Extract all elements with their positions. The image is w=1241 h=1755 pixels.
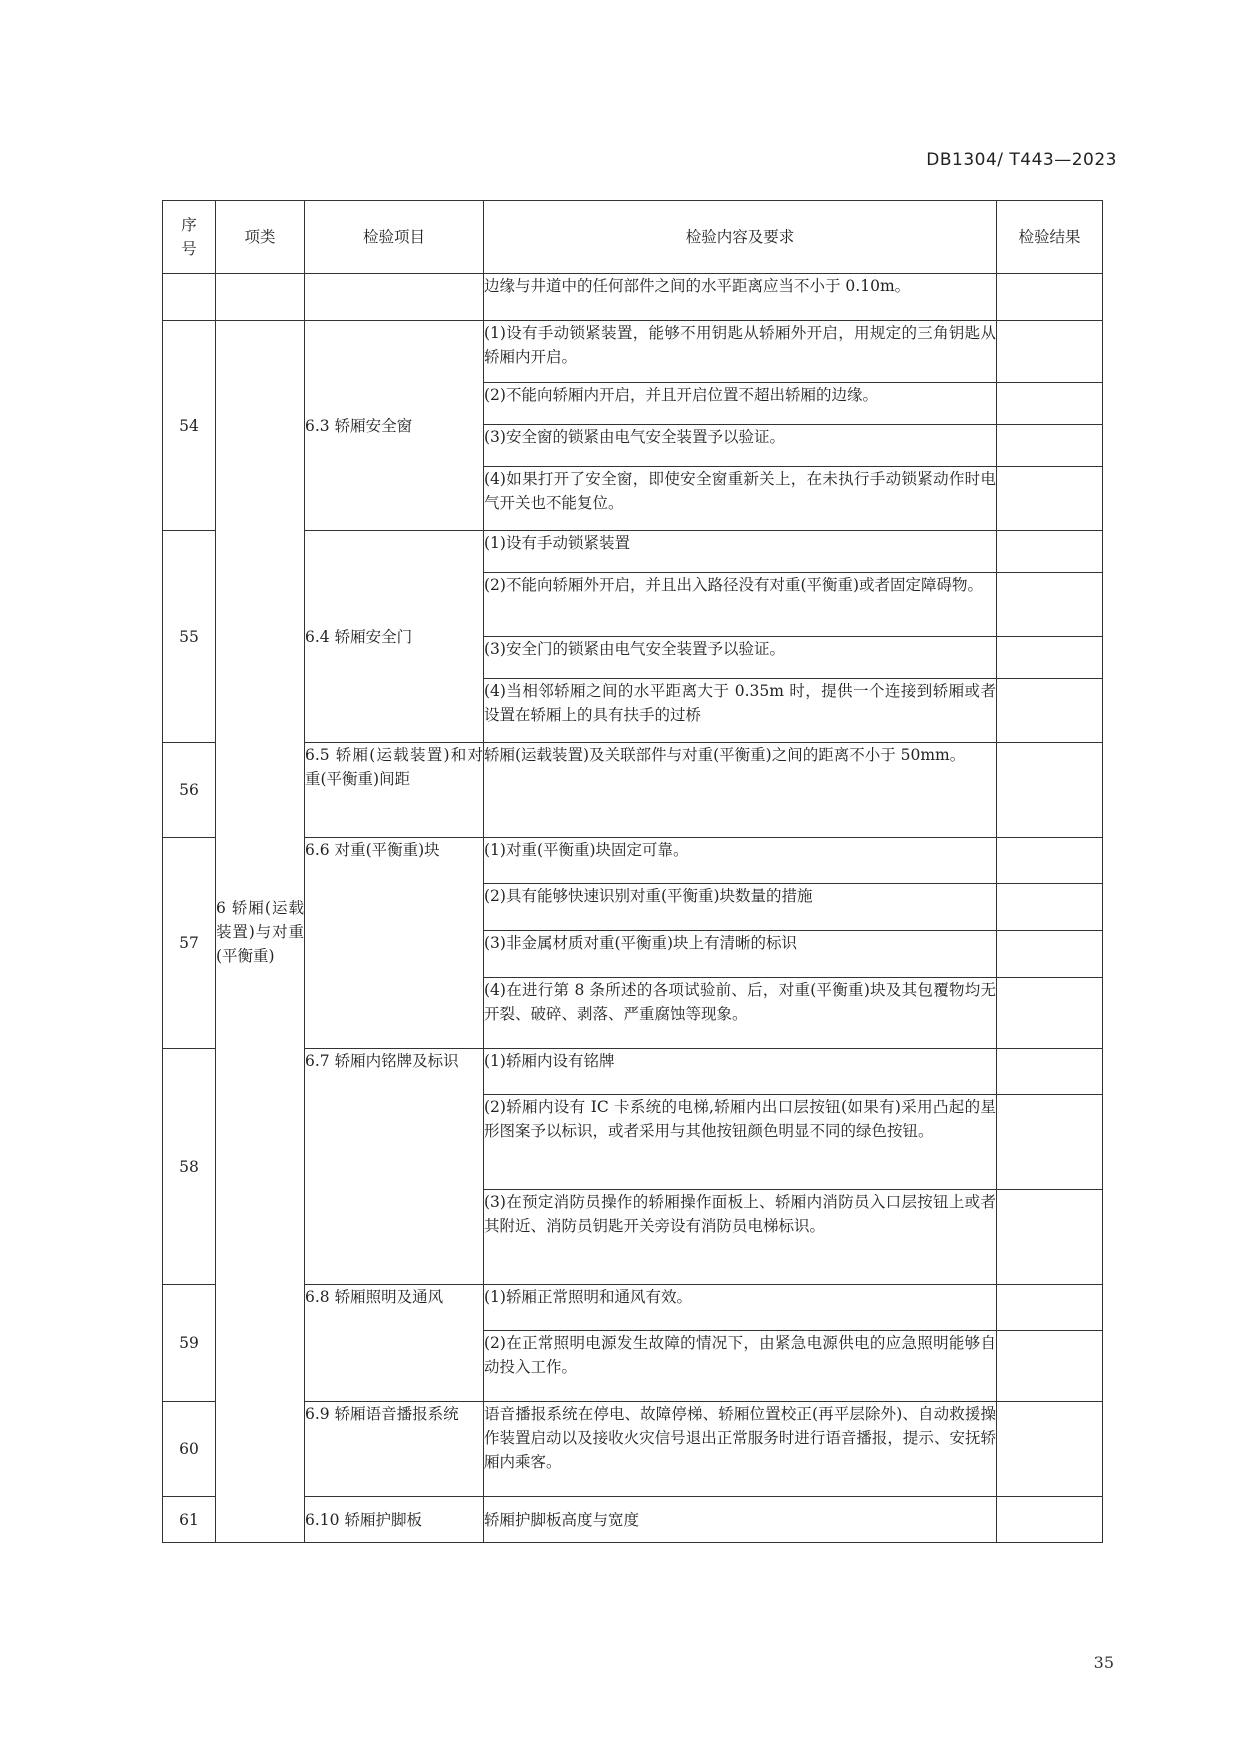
content-cell: 边缘与井道中的任何部件之间的水平距离应当不小于 0.10m。: [484, 274, 997, 321]
empty-cell: [216, 274, 305, 321]
content-cell: (2)不能向轿厢内开启，并且开启位置不超出轿厢的边缘。: [484, 383, 997, 425]
content-cell: 轿厢护脚板高度与宽度: [484, 1497, 997, 1543]
content-cell: (3)安全窗的锁紧由电气安全装置予以验证。: [484, 425, 997, 467]
row-number: 58: [163, 1049, 216, 1285]
item-cell: 6.9 轿厢语音播报系统: [305, 1402, 484, 1497]
content-cell: (1)设有手动锁紧装置，能够不用钥匙从轿厢外开启，用规定的三角钥匙从轿厢内开启。: [484, 321, 997, 383]
header-result: 检验结果: [997, 201, 1103, 274]
header-content: 检验内容及要求: [484, 201, 997, 274]
result-cell: [997, 467, 1103, 531]
table-row: [163, 321, 1103, 383]
item-cell: 6.6 对重(平衡重)块: [305, 838, 484, 1049]
result-cell: [997, 573, 1103, 637]
content-cell: (2)不能向轿厢外开启，并且出入路径没有对重(平衡重)或者固定障碍物。: [484, 573, 997, 637]
item-cell: 6.3 轿厢安全窗: [305, 321, 484, 531]
content-cell: (1)轿厢内设有铭牌: [484, 1049, 997, 1095]
content-cell: 轿厢(运载装置)及关联部件与对重(平衡重)之间的距离不小于 50mm。: [484, 743, 997, 838]
item-cell: 6.8 轿厢照明及通风: [305, 1285, 484, 1402]
result-cell: [997, 1497, 1103, 1543]
content-cell: (1)对重(平衡重)块固定可靠。: [484, 838, 997, 884]
content-cell: (1)轿厢正常照明和通风有效。: [484, 1285, 997, 1331]
result-cell: [997, 1331, 1103, 1402]
content-cell: (3)非金属材质对重(平衡重)块上有清晰的标识: [484, 931, 997, 978]
content-cell: (2)在正常照明电源发生故障的情况下，由紧急电源供电的应急照明能够自动投入工作。: [484, 1331, 997, 1402]
row-number: 60: [163, 1402, 216, 1497]
result-cell: [997, 931, 1103, 978]
row-number: 54: [163, 321, 216, 531]
content-cell: (3)在预定消防员操作的轿厢操作面板上、轿厢内消防员入口层按钮上或者其附近、消防员钥匙开关旁设有消防员电梯标识。: [484, 1190, 997, 1285]
result-cell: [997, 743, 1103, 838]
row-number: 61: [163, 1497, 216, 1543]
result-cell: [997, 425, 1103, 467]
result-cell: [997, 838, 1103, 884]
content-cell: (2)具有能够快速识别对重(平衡重)块数量的措施: [484, 884, 997, 931]
result-cell: [997, 637, 1103, 679]
row-number: 55: [163, 531, 216, 743]
table-row: [163, 274, 1103, 321]
result-cell: [997, 679, 1103, 743]
result-cell: [997, 383, 1103, 425]
header-category: 项类: [216, 201, 305, 274]
category-cell: 6 轿厢(运载装置)与对重(平衡重): [216, 321, 305, 1543]
result-cell: [997, 1285, 1103, 1331]
header-item: 检验项目: [305, 201, 484, 274]
result-cell: [997, 1402, 1103, 1497]
item-cell: 6.7 轿厢内铭牌及标识: [305, 1049, 484, 1285]
content-cell: (2)轿厢内设有 IC 卡系统的电梯,轿厢内出口层按钮(如果有)采用凸起的星形图案予以标识，或者采用与其他按钮颜色明显不同的绿色按钮。: [484, 1095, 997, 1190]
table-header-row: [163, 201, 1103, 274]
result-cell: [997, 274, 1103, 321]
empty-cell: [163, 274, 216, 321]
result-cell: [997, 321, 1103, 383]
item-cell: 6.10 轿厢护脚板: [305, 1497, 484, 1543]
content-cell: (4)在进行第 8 条所述的各项试验前、后，对重(平衡重)块及其包覆物均无开裂、破碎、剥落、严重腐蚀等现象。: [484, 978, 997, 1049]
result-cell: [997, 884, 1103, 931]
content-cell: (3)安全门的锁紧由电气安全装置予以验证。: [484, 637, 997, 679]
content-cell: (1)设有手动锁紧装置: [484, 531, 997, 573]
row-number: 59: [163, 1285, 216, 1402]
result-cell: [997, 1095, 1103, 1190]
content-cell: 语音播报系统在停电、故障停梯、轿厢位置校正(再平层除外)、自动救援操作装置启动以及接收火灾信号退出正常服务时进行语音播报，提示、安抚轿厢内乘客。: [484, 1402, 997, 1497]
page-number: 35: [1093, 1653, 1114, 1672]
result-cell: [997, 1190, 1103, 1285]
empty-cell: [305, 274, 484, 321]
content-cell: (4)当相邻轿厢之间的水平距离大于 0.35m 时，提供一个连接到轿厢或者设置在轿厢上的具有扶手的过桥: [484, 679, 997, 743]
item-cell: 6.4 轿厢安全门: [305, 531, 484, 743]
content-cell: (4)如果打开了安全窗，即使安全窗重新关上，在未执行手动锁紧动作时电气开关也不能复位。: [484, 467, 997, 531]
result-cell: [997, 1049, 1103, 1095]
row-number: 57: [163, 838, 216, 1049]
header-num: 序号: [163, 201, 216, 274]
result-cell: [997, 531, 1103, 573]
result-cell: [997, 978, 1103, 1049]
document-code: DB1304/ T443—2023: [926, 150, 1117, 170]
item-cell: 6.5 轿厢(运载装置)和对重(平衡重)间距: [305, 743, 484, 838]
row-number: 56: [163, 743, 216, 838]
inspection-table: [162, 200, 1103, 1543]
